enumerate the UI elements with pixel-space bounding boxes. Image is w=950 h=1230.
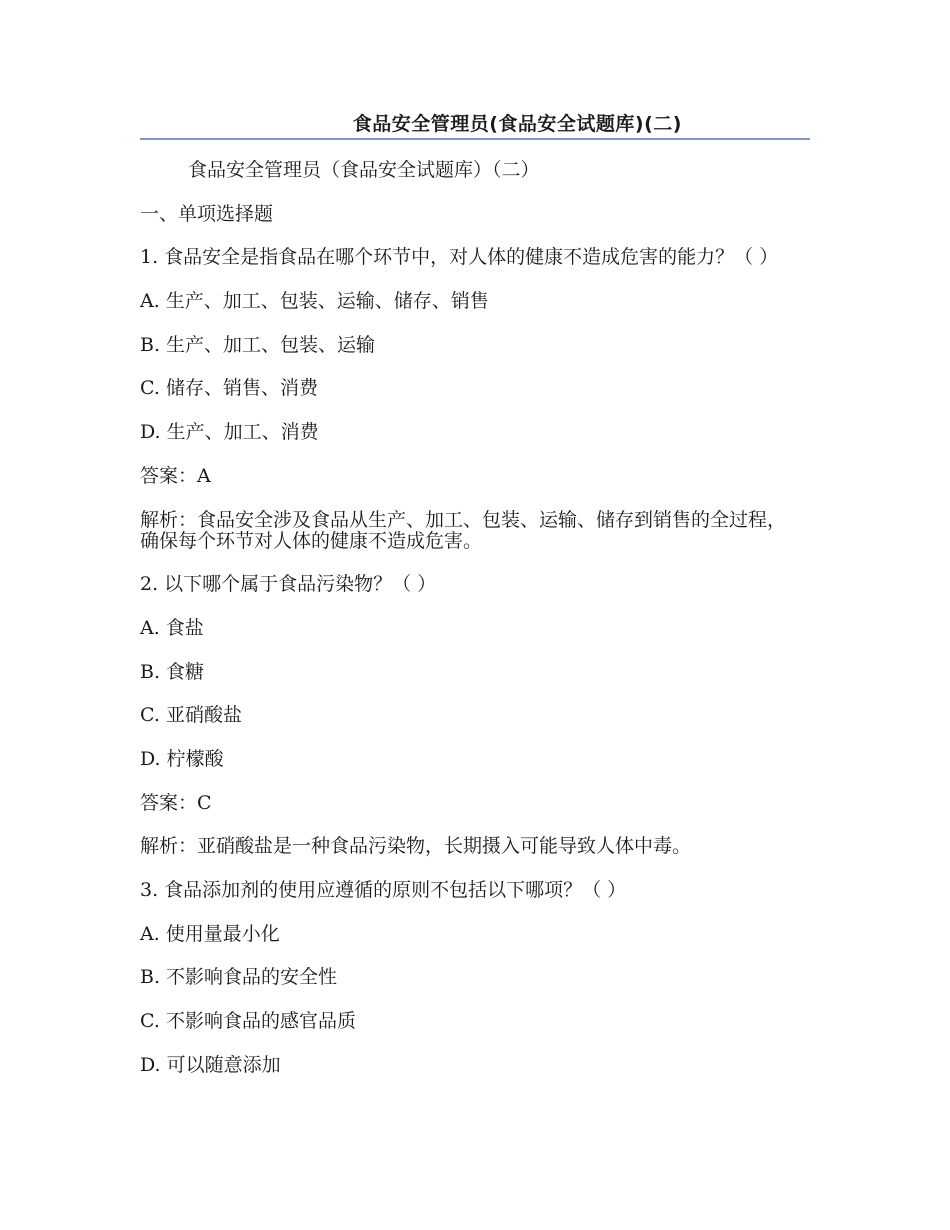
question-2-answer: 答案：C <box>140 791 212 814</box>
document-subtitle: 食品安全管理员（食品安全试题库）（二） <box>188 159 540 181</box>
question-2-analysis: 解析：亚硝酸盐是一种食品污染物，长期摄入可能导致人体中毒。 <box>140 835 692 858</box>
question-3-option-a: A. 使用量最小化 <box>140 922 280 945</box>
section-heading: 一、单项选择题 <box>140 202 274 225</box>
question-1-option-a: A. 生产、加工、包装、运输、储存、销售 <box>140 290 489 313</box>
question-2-option-c: C. 亚硝酸盐 <box>140 704 242 727</box>
question-1-option-d: D. 生产、加工、消费 <box>140 421 319 444</box>
question-1: 1. 食品安全是指食品在哪个环节中，对人体的健康不造成危害的能力？（ ） <box>140 246 779 269</box>
question-1-answer: 答案：A <box>140 464 211 487</box>
document-body <box>140 160 800 1098</box>
question-1-option-b: B. 生产、加工、包装、运输 <box>140 333 376 356</box>
question-2: 2. 以下哪个属于食品污染物？（ ） <box>140 573 437 596</box>
question-1-option-c: C. 储存、销售、消费 <box>140 377 318 400</box>
question-2-option-b: B. 食糖 <box>140 660 205 683</box>
question-3-option-d: D. 可以随意添加 <box>140 1053 281 1076</box>
question-2-option-d: D. 柠檬酸 <box>140 747 224 770</box>
title-divider <box>140 138 810 140</box>
question-2-option-a: A. 食盐 <box>140 616 204 639</box>
question-3: 3. 食品添加剂的使用应遵循的原则不包括以下哪项？（ ） <box>140 879 627 901</box>
question-3-option-c: C. 不影响食品的感官品质 <box>140 1010 356 1033</box>
document-title: 食品安全管理员(食品安全试题库)(二) <box>352 113 682 135</box>
question-3-option-b: B. 不影响食品的安全性 <box>140 966 338 989</box>
question-1-analysis: 解析：食品安全涉及食品从生产、加工、包装、运输、储存到销售的全过程，确保每个环节对人体的健康不造成危害。 <box>140 508 787 552</box>
